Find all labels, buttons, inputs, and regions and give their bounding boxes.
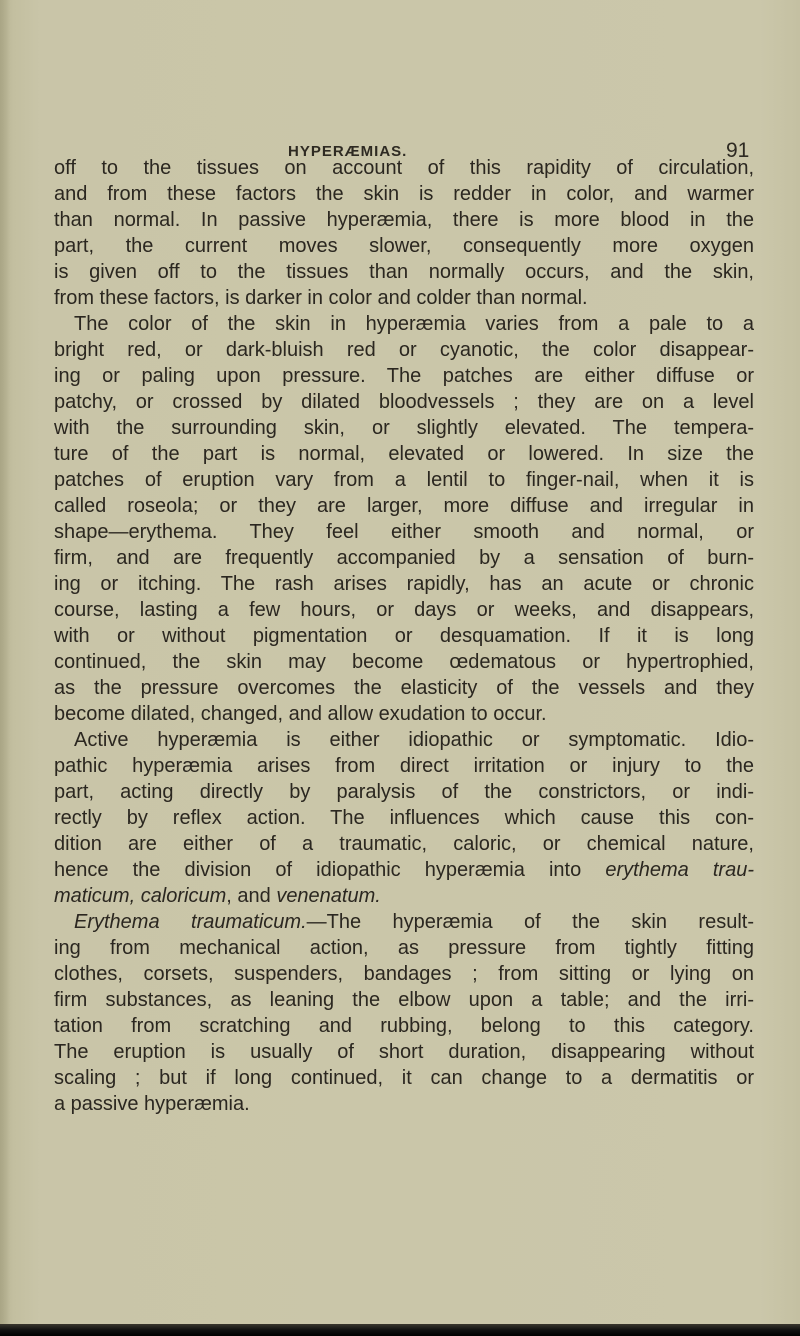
- text-span: hence the division of idiopathic hyperæmia into: [54, 859, 582, 881]
- text-span: , and: [226, 885, 271, 907]
- text-line: scaling ; but if long continued, it can change to a dermatitis or: [54, 1067, 754, 1089]
- running-title: HYPERÆMIAS.: [288, 143, 408, 160]
- term-caloricum: caloricum: [140, 885, 227, 907]
- text-line: become dilated, changed, and allow exudation to occur.: [54, 703, 547, 725]
- text-line: continued, the skin may become œdematous or hypertrophied,: [54, 651, 754, 673]
- page-number: 91: [726, 139, 750, 162]
- text-line: tation from scratching and rubbing, belong to this category.: [54, 1015, 754, 1037]
- section-heading-erythema-traumaticum: Erythema traumaticum.: [74, 911, 307, 933]
- term-maticum: maticum,: [54, 885, 136, 907]
- text-line: off to the tissues on account of this rapidity of circulation,: [54, 157, 754, 179]
- text-line: patches of eruption vary from a lentil to finger-nail, when it is: [54, 469, 754, 491]
- text-line: a passive hyperæmia.: [54, 1093, 250, 1115]
- text-line: with the surrounding skin, or slightly elevated. The tempera-: [54, 417, 754, 439]
- text-line: part, acting directly by paralysis of the constrictors, or indi-: [54, 781, 754, 803]
- page-bottom-edge: [0, 1324, 800, 1336]
- text-line: rectly by reflex action. The influences which cause this con-: [54, 807, 754, 829]
- term-venenatum: venenatum.: [276, 885, 381, 907]
- text-line: from these factors, is darker in color and colder than normal.: [54, 287, 588, 309]
- text-line: firm substances, as leaning the elbow upon a table; and the irri-: [54, 989, 754, 1011]
- term-erythema-trau: erythema trau-: [605, 859, 754, 881]
- text-line: ing or paling upon pressure. The patches are either diffuse or: [54, 365, 754, 387]
- text-line: called roseola; or they are larger, more diffuse and irregular in: [54, 495, 754, 517]
- page-gutter-shadow: [0, 0, 10, 1336]
- text-line: as the pressure overcomes the elasticity of the vessels and they: [54, 677, 754, 699]
- paragraph-start: Active hyperæmia is either idiopathic or symptomatic. Idio-: [74, 729, 754, 751]
- text-line: is given off to the tissues than normally occurs, and the skin,: [54, 261, 754, 283]
- text-line: ing or itching. The rash arises rapidly, has an acute or chronic: [54, 573, 754, 595]
- text-line: ing from mechanical action, as pressure from tightly fitting: [54, 937, 754, 959]
- text-line: firm, and are frequently accompanied by a sensation of burn-: [54, 547, 754, 569]
- text-line: clothes, corsets, suspenders, bandages ; from sitting or lying on: [54, 963, 754, 985]
- text-line: with or without pigmentation or desquamation. If it is long: [54, 625, 754, 647]
- text-line: shape—erythema. They feel either smooth and normal, or: [54, 521, 754, 543]
- text-line: dition are either of a traumatic, caloric, or chemical nature,: [54, 833, 754, 855]
- text-line: and from these factors the skin is redder in color, and warmer: [54, 183, 754, 205]
- text-line: ture of the part is normal, elevated or lowered. In size the: [54, 443, 754, 465]
- text-line: The eruption is usually of short duration, disappearing without: [54, 1041, 754, 1063]
- text-line: part, the current moves slower, consequently more oxygen: [54, 235, 754, 257]
- text-line: than normal. In passive hyperæmia, there is more blood in the: [54, 209, 754, 231]
- text-span: —The hyperæmia of the skin result-: [306, 911, 754, 933]
- paragraph-start: The color of the skin in hyperæmia varies from a pale to a: [74, 313, 754, 335]
- text-line: [54, 883, 754, 909]
- text-line: course, lasting a few hours, or days or weeks, and disappears,: [54, 599, 754, 621]
- text-line: patchy, or crossed by dilated bloodvessels ; they are on a level: [54, 391, 754, 413]
- text-line: pathic hyperæmia arises from direct irritation or injury to the: [54, 755, 754, 777]
- text-line: bright red, or dark-bluish red or cyanotic, the color disappear-: [54, 339, 754, 361]
- paragraph-start: [74, 909, 754, 935]
- text-line: [54, 857, 754, 883]
